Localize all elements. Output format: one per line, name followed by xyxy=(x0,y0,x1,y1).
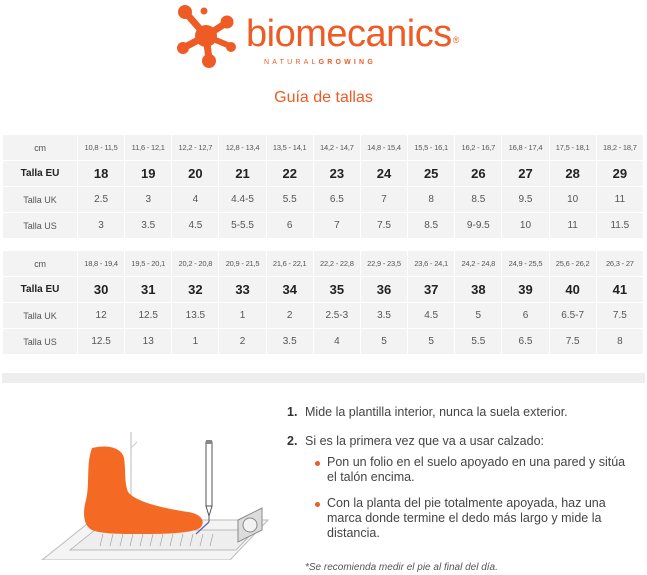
size-cell-eu: 25 xyxy=(408,161,454,186)
size-cell-us: 8 xyxy=(597,329,643,354)
size-cell-uk: 4.5 xyxy=(408,303,454,328)
size-cell-cm: 22,9 - 23,5 xyxy=(361,251,407,276)
size-row-uk xyxy=(3,303,643,328)
size-cell-eu: 34 xyxy=(267,277,313,302)
size-row-us xyxy=(3,213,643,238)
size-cell-eu: 28 xyxy=(550,161,596,186)
size-cell-cm: 19,5 - 20,1 xyxy=(125,251,171,276)
size-cell-us: 4 xyxy=(314,329,360,354)
size-row-cm xyxy=(3,251,643,276)
size-cell-uk: 8.5 xyxy=(455,187,501,212)
brand-tagline: NATURALGROWING xyxy=(264,59,376,66)
size-cell-us: 5 xyxy=(361,329,407,354)
size-cell-uk: 2.5-3 xyxy=(314,303,360,328)
size-cell-uk: 1 xyxy=(219,303,265,328)
size-cell-eu: 18 xyxy=(78,161,124,186)
size-cell-us: 13 xyxy=(125,329,171,354)
size-cell-cm: 16,2 - 16,7 xyxy=(455,135,501,160)
size-cell-us: 3 xyxy=(78,213,124,238)
size-cell-eu: 21 xyxy=(219,161,265,186)
size-cell-eu: 19 xyxy=(125,161,171,186)
size-cell-cm: 16,8 - 17,4 xyxy=(502,135,548,160)
size-cell-uk: 3.5 xyxy=(361,303,407,328)
size-row-uk xyxy=(3,187,643,212)
size-cell-cm: 24,9 - 25,5 xyxy=(502,251,548,276)
size-cell-uk: 4.4-5 xyxy=(219,187,265,212)
size-cell-us: 8.5 xyxy=(408,213,454,238)
size-cell-us: 11 xyxy=(550,213,596,238)
foot-measure-icon xyxy=(40,430,270,560)
size-cell-eu: 36 xyxy=(361,277,407,302)
size-cell-eu: 27 xyxy=(502,161,548,186)
row-label-uk: Talla UK xyxy=(3,187,77,212)
footnote: *Se recomienda medir el pie al final del día. xyxy=(305,562,498,573)
brand-name: biomecanics® xyxy=(246,13,459,55)
size-cell-cm: 13,5 - 14,1 xyxy=(267,135,313,160)
size-cell-uk: 9.5 xyxy=(502,187,548,212)
size-cell-cm: 26,3 - 27 xyxy=(597,251,643,276)
size-cell-cm: 23,6 - 24,1 xyxy=(408,251,454,276)
size-cell-us: 5.5 xyxy=(455,329,501,354)
size-cell-uk: 7.5 xyxy=(597,303,643,328)
size-cell-uk: 2.5 xyxy=(78,187,124,212)
section-divider xyxy=(2,373,645,383)
size-cell-us: 3.5 xyxy=(125,213,171,238)
brand-logo xyxy=(172,2,472,72)
size-cell-uk: 12 xyxy=(78,303,124,328)
size-row-eu xyxy=(3,277,643,302)
size-cell-eu: 30 xyxy=(78,277,124,302)
size-cell-uk: 2 xyxy=(267,303,313,328)
size-cell-us: 9-9.5 xyxy=(455,213,501,238)
size-cell-cm: 15,5 - 16,1 xyxy=(408,135,454,160)
size-cell-us: 6.5 xyxy=(502,329,548,354)
size-cell-eu: 38 xyxy=(455,277,501,302)
size-cell-cm: 14,2 - 14,7 xyxy=(314,135,360,160)
size-cell-uk: 7 xyxy=(361,187,407,212)
size-cell-cm: 20,2 - 20,8 xyxy=(172,251,218,276)
bullet-dot-icon xyxy=(315,502,320,507)
size-cell-us: 1 xyxy=(172,329,218,354)
size-cell-us: 3.5 xyxy=(267,329,313,354)
size-table-1 xyxy=(2,134,644,239)
size-cell-uk: 10 xyxy=(550,187,596,212)
size-cell-cm: 11,6 - 12,1 xyxy=(125,135,171,160)
size-cell-eu: 20 xyxy=(172,161,218,186)
size-cell-eu: 32 xyxy=(172,277,218,302)
size-cell-us: 10 xyxy=(502,213,548,238)
pencil-icon xyxy=(206,440,212,522)
size-row-eu xyxy=(3,161,643,186)
row-label-us: Talla US xyxy=(3,213,77,238)
bullet-dot-icon xyxy=(315,461,320,466)
size-cell-eu: 35 xyxy=(314,277,360,302)
size-cell-us: 6 xyxy=(267,213,313,238)
size-cell-eu: 23 xyxy=(314,161,360,186)
size-cell-cm: 20,9 - 21,5 xyxy=(219,251,265,276)
size-table-2 xyxy=(2,250,644,355)
size-cell-cm: 18,8 - 19,4 xyxy=(78,251,124,276)
size-cell-cm: 18,2 - 18,7 xyxy=(597,135,643,160)
size-cell-us: 2 xyxy=(219,329,265,354)
size-cell-us: 5 xyxy=(408,329,454,354)
size-cell-cm: 25,6 - 26,2 xyxy=(550,251,596,276)
step-2: 2. Si es la primera vez que va a usar calzado: Pon un folio en el suelo apoyado en una pared y sitúa el talón encima. Con la planta del pie totalmente apoyada, haz una marca donde termine el dedo más largo y mide la distancia. xyxy=(287,434,637,541)
size-cell-uk: 4 xyxy=(172,187,218,212)
size-cell-cm: 22,2 - 22,8 xyxy=(314,251,360,276)
step-2-bullet-2: Con la planta del pie totalmente apoyada, haz una marca donde termine el dedo más largo y mide la distancia. xyxy=(305,496,637,541)
size-cell-eu: 33 xyxy=(219,277,265,302)
row-label-eu: Talla EU xyxy=(3,161,77,186)
size-row-cm xyxy=(3,135,643,160)
size-cell-eu: 24 xyxy=(361,161,407,186)
size-cell-us: 12.5 xyxy=(78,329,124,354)
size-cell-us: 7 xyxy=(314,213,360,238)
size-cell-cm: 12,8 - 13,4 xyxy=(219,135,265,160)
size-cell-us: 11.5 xyxy=(597,213,643,238)
size-cell-cm: 12,2 - 12,7 xyxy=(172,135,218,160)
size-cell-uk: 13.5 xyxy=(172,303,218,328)
size-cell-cm: 24,2 - 24,8 xyxy=(455,251,501,276)
page-title: Guía de tallas xyxy=(274,89,373,106)
measuring-instructions xyxy=(287,405,637,555)
size-cell-uk: 11 xyxy=(597,187,643,212)
size-cell-us: 7.5 xyxy=(550,329,596,354)
size-cell-uk: 6.5 xyxy=(314,187,360,212)
size-cell-uk: 5 xyxy=(455,303,501,328)
step-2-bullet-1: Pon un folio en el suelo apoyado en una pared y sitúa el talón encima. xyxy=(305,455,637,485)
size-cell-cm: 17,5 - 18,1 xyxy=(550,135,596,160)
size-cell-eu: 41 xyxy=(597,277,643,302)
size-cell-eu: 31 xyxy=(125,277,171,302)
size-cell-cm: 21,6 - 22,1 xyxy=(267,251,313,276)
row-label-us: Talla US xyxy=(3,329,77,354)
size-row-us xyxy=(3,329,643,354)
size-cell-cm: 14,8 - 15,4 xyxy=(361,135,407,160)
size-cell-us: 4.5 xyxy=(172,213,218,238)
row-label-uk: Talla UK xyxy=(3,303,77,328)
step-1: 1. Mide la plantilla interior, nunca la suela exterior. xyxy=(287,405,568,419)
row-label-cm: cm xyxy=(3,251,77,276)
size-cell-us: 5-5.5 xyxy=(219,213,265,238)
size-cell-eu: 40 xyxy=(550,277,596,302)
size-cell-eu: 39 xyxy=(502,277,548,302)
biomecanics-logo-icon xyxy=(172,2,242,70)
row-label-eu: Talla EU xyxy=(3,277,77,302)
size-cell-cm: 10,8 - 11,5 xyxy=(78,135,124,160)
size-cell-uk: 5.5 xyxy=(267,187,313,212)
size-cell-uk: 12.5 xyxy=(125,303,171,328)
size-cell-uk: 8 xyxy=(408,187,454,212)
size-cell-us: 7.5 xyxy=(361,213,407,238)
size-cell-uk: 6 xyxy=(502,303,548,328)
size-cell-uk: 3 xyxy=(125,187,171,212)
row-label-cm: cm xyxy=(3,135,77,160)
size-cell-eu: 26 xyxy=(455,161,501,186)
size-cell-eu: 37 xyxy=(408,277,454,302)
size-cell-eu: 29 xyxy=(597,161,643,186)
size-cell-eu: 22 xyxy=(267,161,313,186)
size-cell-uk: 6.5-7 xyxy=(550,303,596,328)
